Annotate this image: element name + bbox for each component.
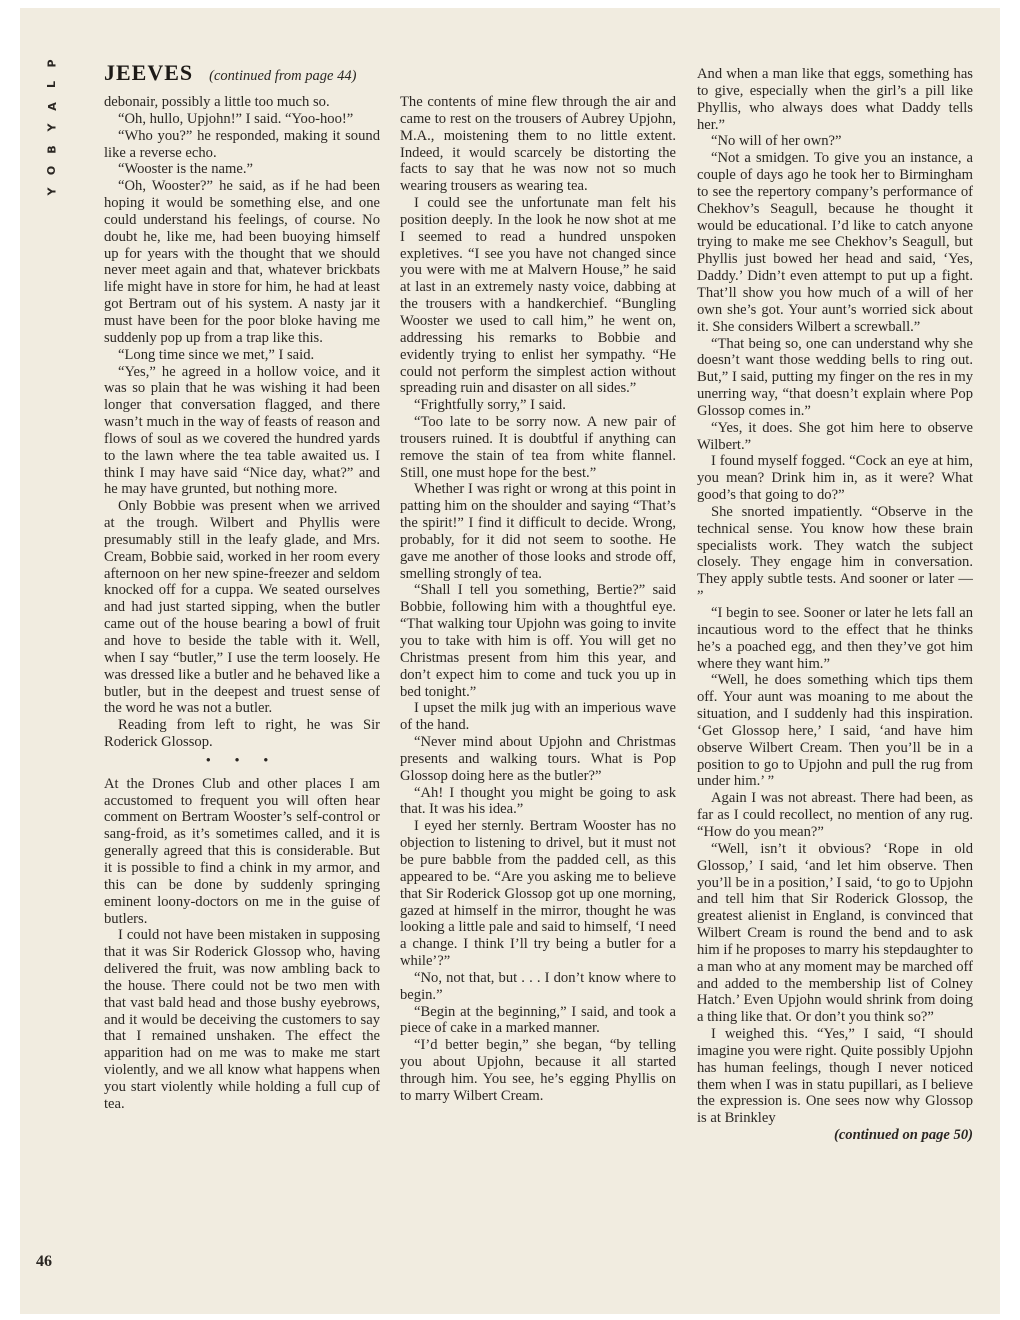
paragraph: I upset the milk jug with an imperious wave of the hand. (400, 700, 676, 734)
paragraph: “Begin at the beginning,” I said, and took a piece of cake in a marked manner. (400, 1003, 676, 1037)
paragraph: At the Drones Club and other places I am accustomed to frequent you will often hear comment on Bertram Wooster’s self-control or sang-froid, as it’s sometimes called, and it is generally agreed that this is considerable. But it is possible to find a chink in my armor, and this can be done by suddenly springing eminent loony-doctors on me in the guise of butlers. (104, 775, 380, 927)
text-column-2 (400, 94, 676, 1280)
paragraph: Reading from left to right, he was Sir Roderick Glossop. (104, 717, 380, 751)
paragraph: “I’d better begin,” she began, “by telling you about Upjohn, because it all started through him. You see, he’s egging Phyllis on to marry Wilbert Cream. (400, 1037, 676, 1104)
vertical-title-letter: Y (45, 187, 59, 196)
article-title: JEEVES (104, 60, 194, 85)
text-column-1 (104, 94, 380, 1280)
paragraph: Again I was not abreast. There had been, as far as I could recollect, no mention of any rug. “How do you mean?” (697, 790, 973, 840)
paragraph: “Long time since we met,” I said. (118, 346, 315, 363)
paragraph: I could not have been mistaken in supposing that it was Sir Roderick Glossop who, having delivered the fruit, was now ambling back to the house. There could not be two men with that vast bald head and those bushy eyebrows, and it would be deceiving the customers to say that I remained unshaken. The effect the apparition had on me was to make me start violently, and we all know what happens when you start violently while holding a full cup of tea. (104, 927, 380, 1112)
paragraph: “Shall I tell you something, Bertie?” said Bobbie, following him with a thoughtful eye. “That walking tour Upjohn was going to invite you to take with him is off. You will get no Christmas present from him this year, and don’t expect him to come and tuck you up in bed tonight.” (400, 582, 676, 700)
vertical-title-letter: O (45, 165, 59, 176)
paragraph: “Oh, hullo, Upjohn!” I said. “Yoo-hoo!” (118, 110, 354, 127)
text-column-3 (697, 66, 973, 1252)
continued-from-note: (continued from page 44) (209, 68, 357, 84)
section-break: • • • (205, 752, 279, 769)
paragraph: Whether I was right or wrong at this point in patting him on the shoulder and saying “That’s the spirit!” I find it difficult to decide. Wrong, probably, for it did not seem to soothe. He gave me another of those looks and strode off, smelling strongly of tea. (400, 481, 676, 582)
vertical-title-letter: L (45, 81, 59, 89)
paragraph: “Oh, Wooster?” he said, as if he had been hoping it would be something else, and one could understand his feelings, of course. No doubt he, like me, had been buoying himself up for years with the thought that we should never meet again and that, whatever brickbats life might have in store for him, he had at least got Bertram out of his system. A nasty jar it must have been for the poor bloke having me suddenly pop up from a trap like this. (104, 178, 380, 346)
paragraph: “Well, isn’t it obvious? ‘Rope in old Glossop,’ I said, ‘and let him observe. Then you’ll be in a position,’ I said, ‘to go to Upjohn and tell him that Sir Roderick Glossop, the greatest alienist in England, is convinced that Wilbert Cream is round the bend and to ask him if he proposes to marry his stepdaughter to a man who at any moment may be marched off and added to the membership list of Colney Hatch.’ Even Upjohn would shrink from doing a thing like that. Or don’t you think so?” (697, 840, 973, 1026)
paragraph: And when a man like that eggs, something has to give, especially when the girl’s a pill like Phyllis, who always does what Daddy tells her.” (697, 66, 973, 133)
paragraph: “Well, he does something which tips them off. Your aunt was moaning to me about the situation, and I suddenly had this inspiration. ‘Get Glossop here,’ I said, ‘and have him observe Wilbert Cream. Then you’ll be in a position to go to Upjohn and pull the rug from under him.’ ” (697, 672, 973, 790)
paragraph: “Who you?” he responded, making it sound like a reverse echo. (104, 127, 380, 161)
paragraph: “No will of her own?” (711, 133, 842, 150)
paragraph: She snorted impatiently. “Observe in the technical sense. You know how these brain specialists work. They watch the subject closely. They engage him in conversation. They apply subtle tests. And sooner or later — ” (697, 503, 973, 605)
paragraph: “Yes, it does. She got him here to observe Wilbert.” (697, 419, 973, 453)
paragraph: “That being so, one can understand why she doesn’t want those wedding bells to ring out. But,” I said, putting my finger on the res in my unerring way, “that doesn’t explain where Pop Glossop comes in.” (697, 335, 973, 419)
paragraph: “Frightfully sorry,” I said. (414, 397, 566, 414)
paragraph: The contents of mine flew through the air and came to rest on the trousers of Aubrey Upjohn, M.A., moistening them to no little extent. Indeed, it would scarcely be distorting the facts to say that he was now not so much wearing trousers as wearing tea. (400, 94, 676, 195)
paragraph: “Not a smidgen. To give you an instance, a couple of days ago he took her to Birmingham to see the repertory company’s performance of Chekhov’s Seagull, because he thought it would be educational. I’d like to catch anyone trying to make me see Chekhov’s Seagull, but Phyllis just bowed her head and said, ‘Yes, Daddy.’ Didn’t even attempt to put up a fight. That’ll show you how much of a will of her own she’s got. Your aunt’s worried sick about it. She considers Wilbert a screwball.” (697, 150, 973, 335)
paragraph: “Too late to be sorry now. A new pair of trousers ruined. It is doubtful if anything can remove the stain of tea from white flannel. Still, one must hope for the best.” (400, 414, 676, 481)
paragraph: I found myself fogged. “Cock an eye at him, you mean? Drink him in, as it were? What good’s that going to do?” (697, 453, 973, 504)
continued-on-note: (continued on page 50) (833, 1127, 973, 1144)
paragraph: “Ah! I thought you might be going to ask that. It was his idea.” (400, 784, 676, 818)
vertical-title-letter: P (45, 59, 59, 68)
paragraph: I weighed this. “Yes,” I said, “I should imagine you were right. Quite possibly Upjohn has human feelings, though I never noticed them when I was in statu pupillari, as I believe the expression is. One sees now why Glossop is at Brinkley (697, 1026, 973, 1127)
paragraph: debonair, possibly a little too much so. (104, 94, 330, 110)
paragraph: Only Bobbie was present when we arrived at the trough. Wilbert and Phyllis were presumably still in the leafy glade, and Mrs. Cream, Bobbie said, worked in her room every afternoon on her new spine-freezer and seldom knocked off for a cuppa. We seated ourselves and had just started sipping, when the butler came out of the house bearing a bowl of fruit and hove to beside the table with it. Well, when I say “butler,” I use the term loosely. He was dressed like a butler and he behaved like a butler, but in the deepest and truest sense of the word he was not a butler. (104, 498, 380, 717)
vertical-title-letter: B (45, 144, 59, 154)
paragraph: “I begin to see. Sooner or later he lets fall an incautious word to the effect that he thinks he’s a poached egg, and then they’ve got him where they want him.” (697, 605, 973, 672)
vertical-title-letter: A (45, 102, 59, 111)
paragraph: “Yes,” he agreed in a hollow voice, and it was so plain that he was wishing it had been longer that conversation flagged, and there wasn’t much in the way of feasts of reason and flows of soul as we covered the hundred yards to the lawn where the tea table awaited us. I think I may have said “Nice day, what?” and he may have grunted, but nothing more. (104, 363, 380, 498)
paragraph: I could see the unfortunate man felt his position deeply. In the look he now shot at me I seemed to read a hundred unspoken expletives. “I see you have not changed since you were with me at Malvern House,” he said at last in an extremely nasty voice, dabbing at the trousers with a handkerchief. “Bungling Wooster we used to call him,” he went on, addressing his remarks to Bobbie and evidently trying to enlist her sympathy. “He could not perform the simplest action without spreading ruin and disaster on all sides.” (400, 195, 676, 397)
paragraph: “Wooster is the name.” (118, 161, 253, 178)
page-number: 46 (36, 1253, 52, 1270)
paragraph: “Never mind about Upjohn and Christmas presents and walking tours. What is Pop Glossop doing here as the butler?” (400, 734, 676, 784)
paragraph: “No, not that, but . . . I don’t know where to begin.” (400, 969, 676, 1003)
magazine-vertical-title (40, 58, 64, 208)
article-header (104, 60, 356, 86)
vertical-title-letter: Y (45, 123, 59, 132)
paragraph: I eyed her sternly. Bertram Wooster has no objection to listening to drivel, but it must not be pure babble from the padded cell, as this appeared to be. “Are you asking me to believe that Sir Roderick Glossop got up one morning, gazed at himself in the mirror, thought he was looking a little pale and said to himself, ‘I need a change. I think I’ll try being a butler for a while’?” (400, 818, 676, 970)
